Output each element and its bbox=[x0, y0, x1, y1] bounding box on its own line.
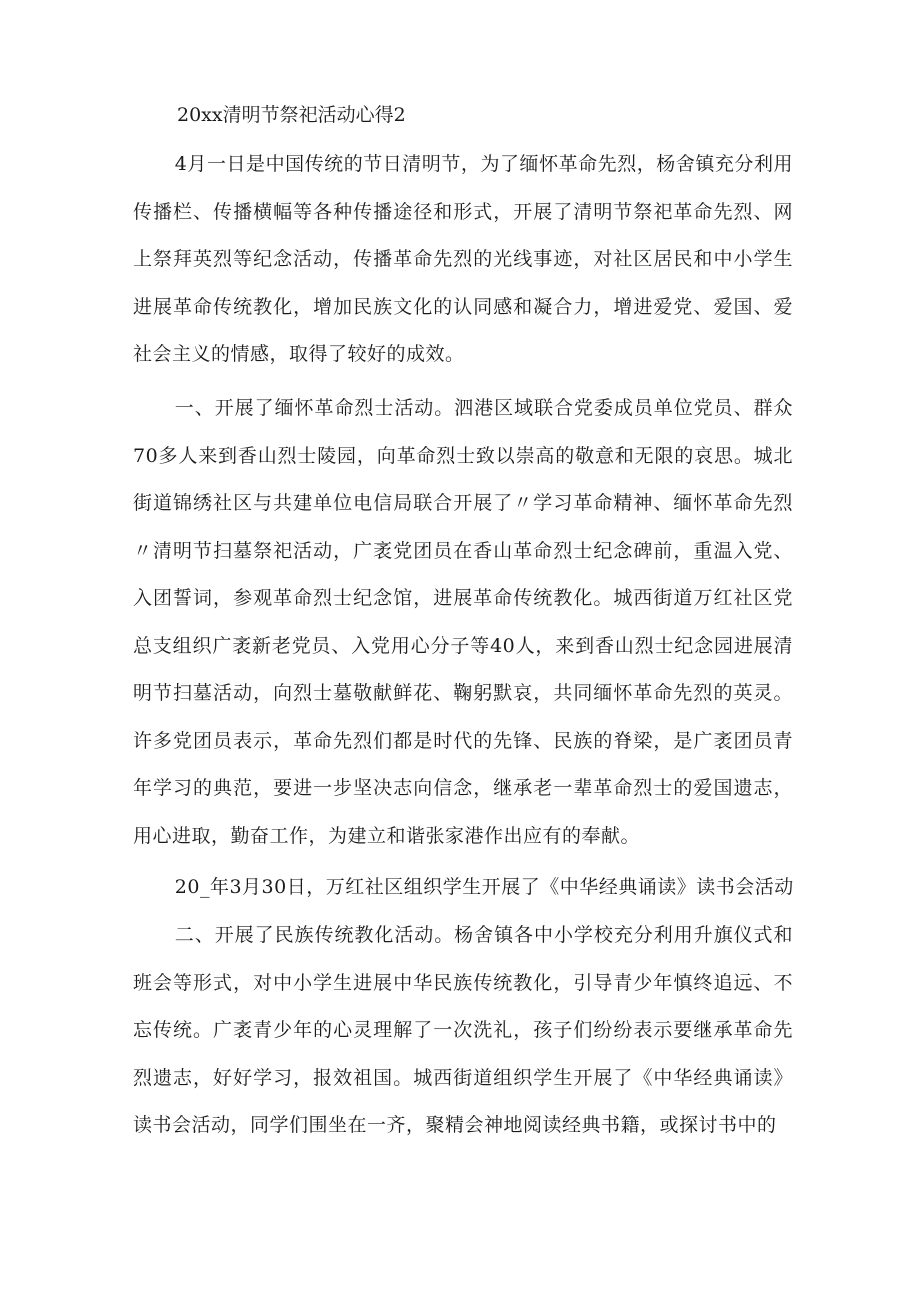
paragraph-section-one: 一、开展了缅怀革命烈士活动。泗港区域联合党委成员单位党员、群众70多人来到香山烈士陵园，向革命烈士致以崇高的敬意和无限的哀思。城北街道锦绣社区与共建单位电信局联合开展了〃学习革命精神、缅怀革命先烈〃清明节扫墓祭祀活动，广袤党团员在香山革命烈士纪念碑前，重温入党、入团誓词，参观革命烈士纪念馆，进展革命传统教化。城西街道万红社区党总支组织广袤新老党员、入党用心分子等40人，来到香山烈士纪念园进展清明节扫墓活动，向烈士墓敬献鲜花、鞠躬默哀，共同缅怀革命先烈的英灵。许多党团员表示，革命先烈们都是时代的先锋、民族的脊梁，是广袤团员青年学习的典范，要进一步坚决志向信念，继承老一辈革命烈士的爱国遗志，用心进取，勤奋工作，为建立和谐张家港作出应有的奉献。 bbox=[133, 397, 793, 847]
document-title: 20xx清明节祭祀活动心得2 bbox=[177, 104, 406, 126]
paragraph-photo-caption: 20_年3月30日，万红社区组织学生开展了《中华经典诵读》读书会活动 bbox=[174, 876, 794, 898]
paragraph-section-two: 二、开展了民族传统教化活动。杨舍镇各中小学校充分利用升旗仪式和班会等形式，对中小学生进展中华民族传统教化，引导青少年慎终追远、不忘传统。广袤青少年的心灵理解了一次洗礼，孩子们纷纷表示要继承革命先烈遗志，好好学习，报效祖国。城西街道组织学生开展了《中华经典诵读》读书会活动，同学们围坐在一齐，聚精会神地阅读经典书籍，或探讨书中的 bbox=[133, 924, 793, 1136]
paragraph-intro: 4月一日是中国传统的节日清明节，为了缅怀革命先烈，杨舍镇充分利用传播栏、传播横幅等各种传播途径和形式，开展了清明节祭祀革命先烈、网上祭拜英烈等纪念活动，传播革命先烈的光线事迹，对社区居民和中小学生进展革命传统教化，增加民族文化的认同感和凝合力，增进爱党、爱国、爱社会主义的情感，取得了较好的成效。 bbox=[133, 153, 793, 365]
